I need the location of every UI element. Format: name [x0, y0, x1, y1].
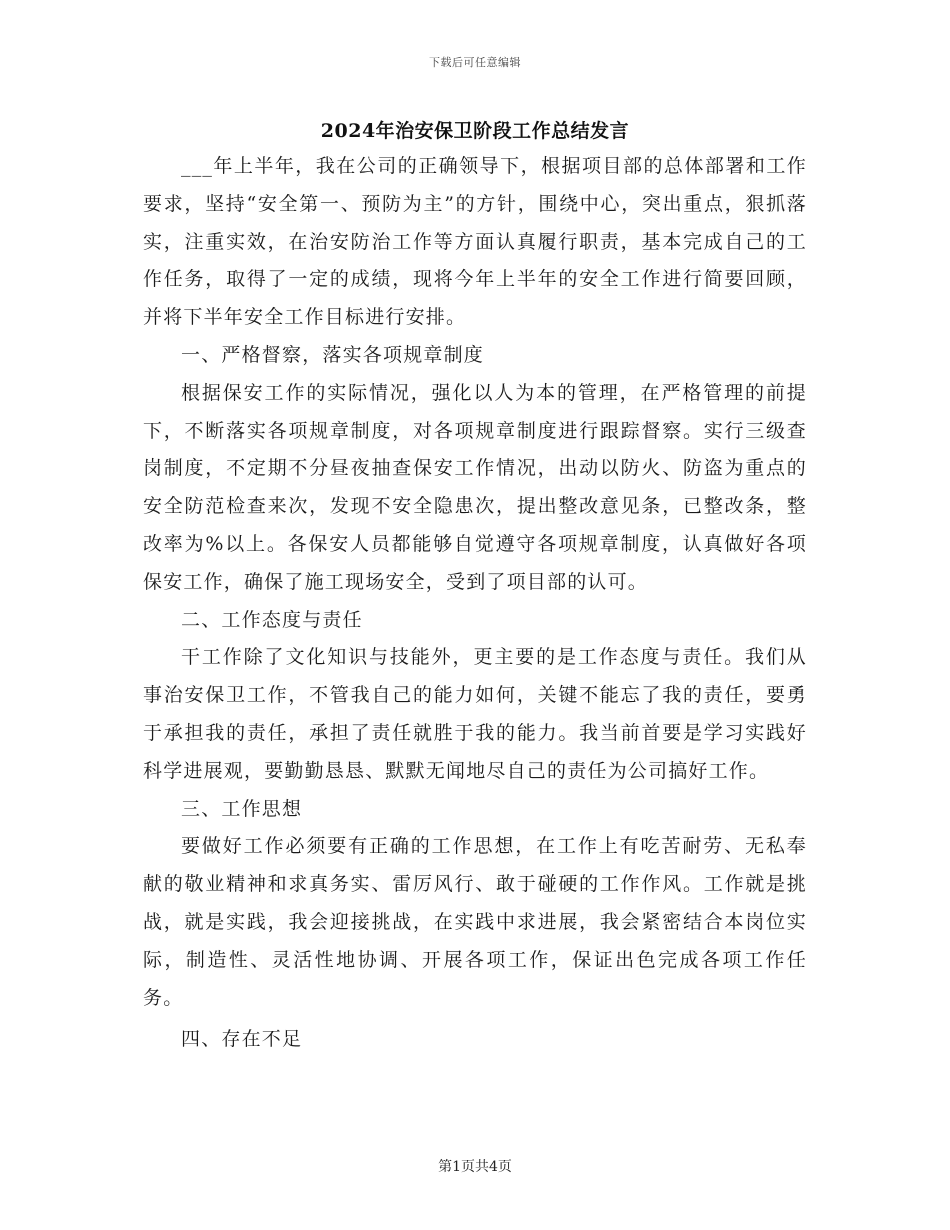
section-heading-4: 四、存在不足	[181, 1028, 303, 1051]
section-paragraph-2: 干工作除了文化知识与技能外，更主要的是工作态度与责任。我们从事治安保卫工作，不管我自己的能力如何，关键不能忘了我的责任，要勇于承担我的责任，承担了责任就胜于我的能力。我当前首要是学习实践好科学进展观，要勤勤恳恳、默默无闻地尽自己的责任为公司搞好工作。	[143, 646, 807, 782]
header-note: 下载后可任意编辑	[429, 56, 521, 69]
section-heading-2: 二、工作态度与责任	[181, 608, 363, 631]
document-title: 2024年治安保卫阶段工作总结发言	[320, 120, 630, 142]
section-paragraph-3: 要做好工作必须要有正确的工作思想，在工作上有吃苦耐劳、无私奉献的敬业精神和求真务实、雷厉风行、敢于碰硬的工作作风。工作就是挑战，就是实践，我会迎接挑战，在实践中求进展，我会紧密结合本岗位实际，制造性、灵活性地协调、开展各项工作，保证出色完成各项工作任务。	[143, 835, 807, 1009]
document-body	[143, 148, 807, 1059]
section-paragraph-1: 根据保安工作的实际情况，强化以人为本的管理，在严格管理的前提下，不断落实各项规章制度，对各项规章制度进行跟踪督察。实行三级查岗制度，不定期不分昼夜抽查保安工作情况，出动以防火、防盗为重点的安全防范检查来次，发现不安全隐患次，提出整改意见条，已整改条，整改率为%以上。各保安人员都能够自觉遵守各项规章制度，认真做好各项保安工作，确保了施工现场安全，受到了项目部的认可。	[143, 381, 807, 593]
section-heading-3: 三、工作思想	[181, 797, 303, 820]
intro-paragraph: ___年上半年，我在公司的正确领导下，根据项目部的总体部署和工作要求，坚持“安全第一、预防为主”的方针，围绕中心，突出重点，狠抓落实，注重实效，在治安防治工作等方面认真履行职责，基本完成自己的工作任务，取得了一定的成绩，现将今年上半年的安全工作进行简要回顾，并将下半年安全工作目标进行安排。	[143, 155, 807, 329]
section-heading-1: 一、严格督察，落实各项规章制度	[181, 343, 485, 366]
page-footer: 第1页共4页	[438, 1159, 512, 1175]
